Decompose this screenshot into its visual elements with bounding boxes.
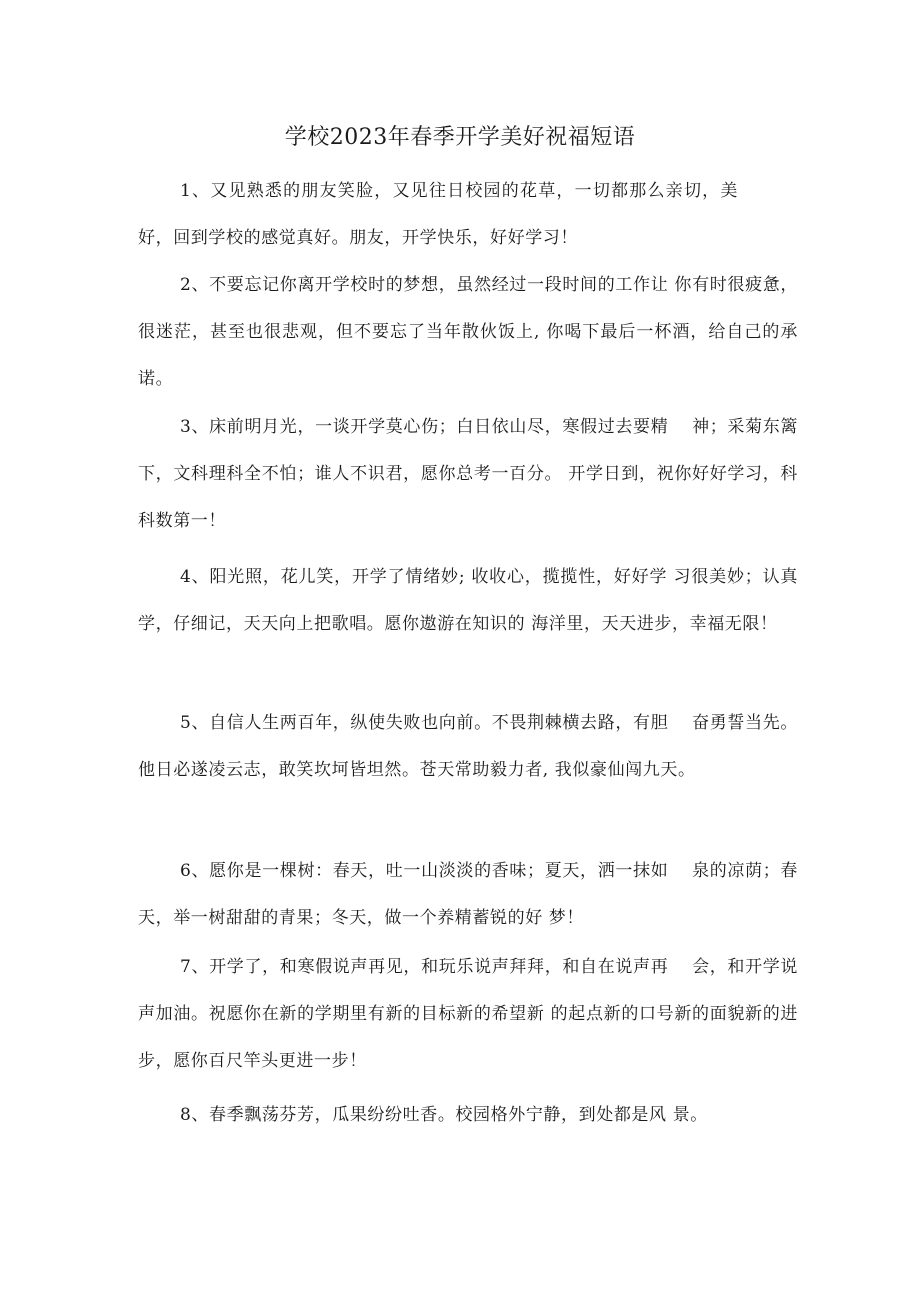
paragraph-5: 5、自信人生两百年，纵使失败也向前。不畏荆棘横去路，有胆 奋勇誓当先。他日必遂凌云志，敢笑坎坷皆坦然。苍天常助毅力者, 我似豪仙闯九天。 — [138, 713, 798, 780]
paragraph-3: 3、床前明月光，一谈开学莫心伤；白日依山尽，寒假过去要精 神；采菊东篱下，文科理科全不怕；谁人不识君，愿你总考一百分。 开学日到，祝你好好学习，科科数第一！ — [138, 417, 798, 531]
document-title: 学校2023年春季开学美好祝福短语 — [284, 125, 636, 150]
paragraph-2: 2、不要忘记你离开学校时的梦想，虽然经过一段时间的工作让 你有时很疲惫，很迷茫，甚至也很悲观，但不要忘了当年散伙饭上, 你喝下最后一杯酒，给自己的承诺。 — [138, 275, 798, 389]
paragraph-4: 4、阳光照，花儿笑，开学了情绪妙; 收收心，揽揽性，好好学 习很美妙；认真学，仔细记，天天向上把歌唱。愿你遨游在知识的 海洋里，天天进步，幸福无限！ — [138, 567, 798, 634]
paragraph-6: 6、愿你是一棵树：春天，吐一山淡淡的香味；夏天，洒一抹如 泉的凉荫；春天，举一树甜甜的青果；冬天，做一个养精蓄锐的好 梦！ — [138, 861, 798, 928]
paragraph-1: 1、又见熟悉的朋友笑脸，又见往日校园的花草，一切都那么亲切，美好，回到学校的感觉真好。朋友，开学快乐，好好学习！ — [138, 181, 738, 248]
paragraph-8: 8、春季飘荡芬芳，瓜果纷纷吐香。校园格外宁静，到处都是风 景。 — [180, 1105, 708, 1125]
paragraph-7: 7、开学了，和寒假说声再见，和玩乐说声拜拜，和自在说声再 会，和开学说声加油。祝愿你在新的学期里有新的目标新的希望新 的起点新的口号新的面貌新的进步，愿你百尺竿头更进一步！ — [138, 957, 798, 1071]
